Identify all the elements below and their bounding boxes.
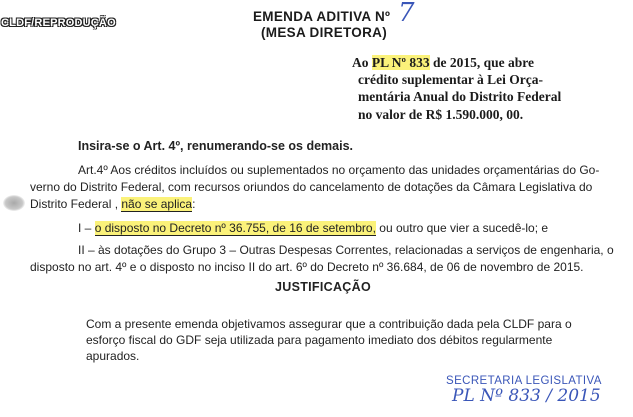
inciso-2-line2: disposto no art. 4º e o disposto no inciso II do art. 6º do Decreto nº 36.684, de 06 de novembro de 2015.: [30, 260, 584, 274]
ementa-line4: no valor de R$ 1.590.000, 00.: [358, 107, 524, 122]
watermark-credit: CLDF/REPRODUÇÃO: [1, 17, 116, 29]
ementa-line3: mentária Anual do Distrito Federal: [358, 89, 562, 104]
art4-line1: Art.4º Aos créditos incluídos ou suplementados no orçamento das unidades orçamentárias do Go-: [78, 163, 600, 177]
justification-heading: JUSTIFICAÇÃO: [275, 280, 371, 294]
ementa-line1-rest: de 2015, que abre: [432, 55, 534, 70]
stamp-pl-handwritten: PL Nº 833 / 2015: [452, 386, 601, 406]
inciso-1-highlight: o disposto no Decreto nº 36.755, de 16 de setembro,: [94, 221, 376, 235]
handwritten-amendment-number: 7: [398, 0, 415, 28]
inciso-1: [78, 221, 548, 235]
insertion-instruction: Insira-se o Art. 4º, renumerando-se os demais.: [78, 139, 354, 153]
ink-smudge: [3, 195, 25, 211]
amendment-title: EMENDA ADITIVA Nº: [253, 9, 391, 24]
art4-not-applicable-highlight: não se aplica: [121, 197, 193, 211]
justification-line3: apurados.: [86, 349, 140, 363]
inciso-2-line1: II – às dotações do Grupo 3 – Outras Despesas Correntes, relacionadas a serviços de engenharia, o: [78, 243, 614, 257]
art4-line3: [30, 197, 195, 211]
ementa-prefix: Ao: [352, 55, 369, 70]
art4-line3-start: Distrito Federal ,: [30, 197, 119, 211]
ementa-line2: crédito suplementar à Lei Orça-: [358, 72, 543, 87]
inciso-1-start: I –: [78, 221, 92, 235]
ementa-line1: [352, 55, 534, 71]
justification-line2: esforço fiscal do GDF seja utilizada para pagamento imediato dos débitos regularmente: [86, 333, 553, 347]
justification-line1: Com a presente emenda objetivamos assegurar que a contribuição dada pela CLDF para o: [86, 317, 572, 331]
amendment-subtitle: (MESA DIRETORA): [261, 25, 387, 40]
art4-line3-end: :: [192, 197, 196, 211]
inciso-1-end: ou outro que vier a sucedê-lo; e: [379, 221, 549, 235]
stamp-secretaria-label: SECRETARIA LEGISLATIVA: [446, 375, 602, 387]
art4-line2: verno do Distrito Federal, com recursos oriundos do cancelamento de dotações da Câmara Legislativa do: [30, 180, 593, 194]
ementa-pl-highlight: PL Nº 833: [371, 55, 430, 70]
